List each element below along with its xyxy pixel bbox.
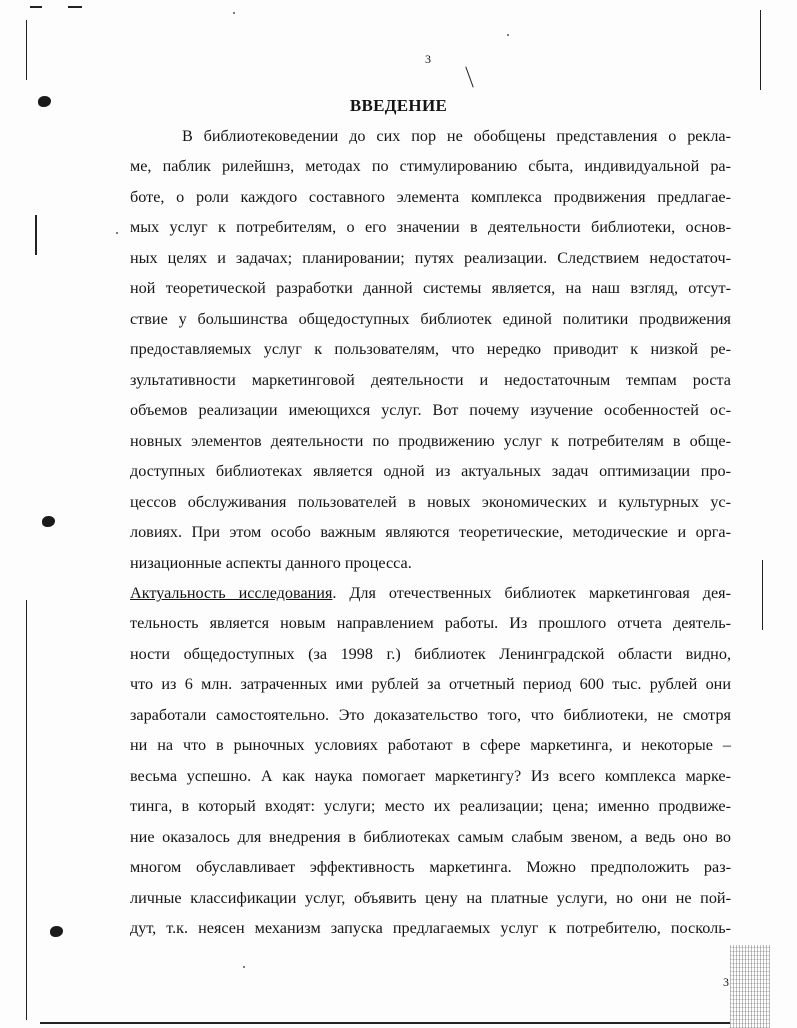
scan-stroke	[465, 66, 473, 87]
text-line: ни на что в рыночных условиях работают в сфере маркетинга, и некоторые –	[130, 736, 731, 754]
text-line: тельность является новым направлением работы. Из прошлого отчета деятель-	[130, 614, 731, 632]
text-line: боте, о роли каждого составного элемента комплекса продвижения предлагае-	[130, 188, 731, 206]
footer-page-number: 3	[723, 975, 729, 989]
punch-hole-mark	[50, 926, 63, 937]
text-line: предоставляемых услуг к пользователям, что нередко приводит к низкой ре-	[130, 340, 731, 358]
scan-edge-bottom	[40, 1022, 730, 1024]
text-line-lead	[130, 579, 731, 608]
text-line: низационные аспекты данного процесса.	[130, 554, 412, 572]
page-number: 3	[425, 52, 431, 66]
punch-hole-mark	[42, 516, 55, 527]
text-line: ности общедоступных (за 1998 г.) библиотек Ленинградской области видно,	[130, 645, 731, 663]
scan-edge-top	[30, 6, 42, 8]
scan-edge-top	[68, 6, 82, 8]
scan-speck	[233, 12, 235, 14]
text-line: ствие у большинства общедоступных библиотек единой политики продвижения	[130, 310, 731, 328]
text-line: весьма успешно. А как наука помогает маркетингу? Из всего комплекса марке-	[130, 767, 731, 785]
text-line: цессов обслуживания пользователей в новых экономических и культурных ус-	[130, 493, 731, 511]
text-line: В библиотековедении до сих пор не обобщены представления о рекла-	[182, 127, 731, 145]
text-line: объемов реализации имеющихся услуг. Вот почему изучение особенностей ос-	[130, 401, 731, 419]
text-line: ных целях и задачах; планировании; путях реализации. Следствием недостаточ-	[130, 249, 731, 267]
page-title: ВВЕДЕНИЕ	[349, 96, 448, 115]
scan-edge-left	[35, 215, 37, 255]
text-fragment: . Для отечественных библиотек маркетинговая дея-	[332, 584, 731, 602]
text-line: что из 6 млн. затраченных ими рублей за отчетный период 600 тыс. рублей они	[130, 675, 731, 693]
scan-edge-right	[760, 10, 761, 90]
text-line: новных элементов деятельности по продвижению услуг к потребителям в обще-	[130, 432, 731, 450]
binding-shadow	[730, 945, 770, 1028]
scan-edge-left	[26, 20, 27, 80]
text-line: доступных библиотеках является одной из актуальных задач оптимизации про-	[130, 462, 731, 480]
section-label: Актуальность исследования	[130, 584, 333, 602]
text-line: мых услуг к потребителям, о его значении в деятельности библиотеки, основ-	[130, 218, 731, 236]
scan-edge-left	[26, 600, 27, 1020]
text-line: заработали самостоятельно. Это доказательство того, что библиотеки, не смотря	[130, 706, 731, 724]
text-line: ной теоретической разработки данной системы является, на наш взгляд, отсут-	[130, 279, 731, 297]
scan-speck	[243, 966, 245, 968]
text-line: многом обуславливает эффективность маркетинга. Можно предположить раз-	[130, 858, 731, 876]
text-line: тинга, в который входят: услуги; место их реализации; цена; именно продвиже-	[130, 797, 731, 815]
text-line: ние оказалось для внедрения в библиотеках самым слабым звеном, а ведь оно во	[130, 828, 731, 846]
scan-speck	[116, 232, 118, 234]
text-line: дут, т.к. неясен механизм запуска предлагаемых услуг к потребителю, посколь-	[130, 919, 731, 937]
scan-edge-right	[762, 560, 763, 630]
scan-speck	[507, 34, 509, 36]
text-line: зультативности маркетинговой деятельности и недостаточным темпам роста	[130, 371, 731, 389]
text-line: ловиях. При этом особо важным являются теоретические, методические и орга-	[130, 523, 731, 541]
text-line: личные классификации услуг, объявить цену на платные услуги, но они не пой-	[130, 889, 731, 907]
text-line: ме, паблик рилейшнз, методах по стимулированию сбыта, индивидуальной ра-	[130, 157, 731, 175]
